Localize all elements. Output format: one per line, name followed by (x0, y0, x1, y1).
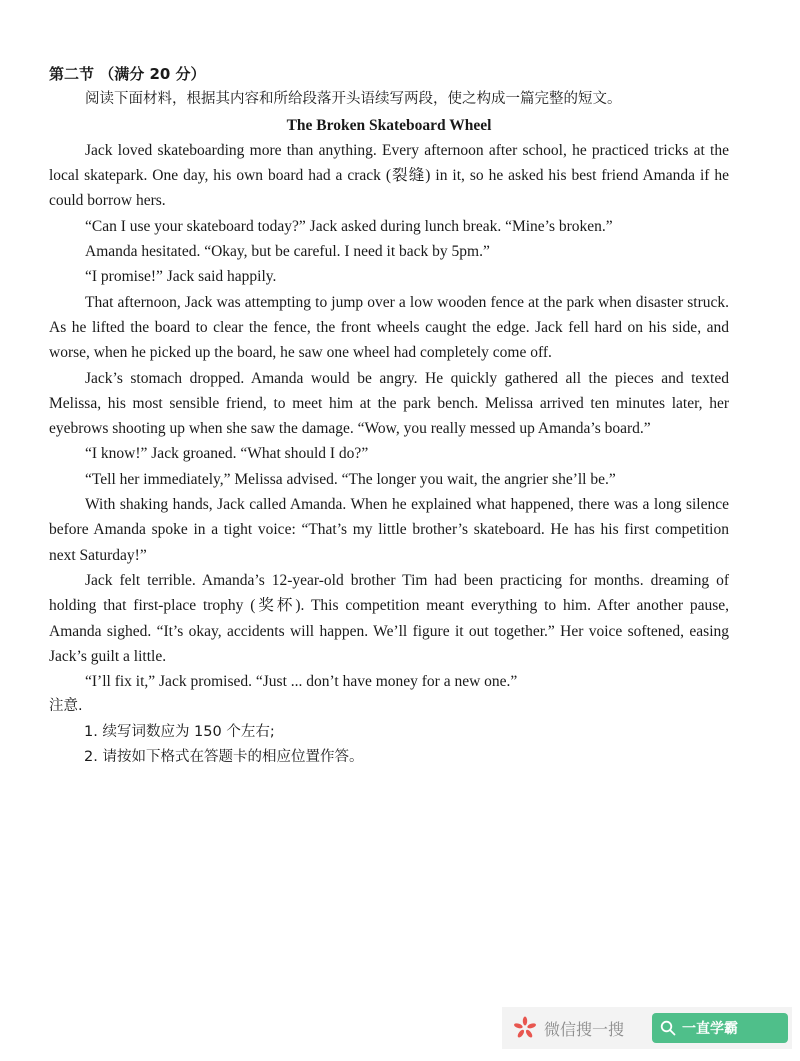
story-paragraph: Jack loved skateboarding more than anything. Every afternoon after school, he practiced tricks at the local skatepark. One day, his own board had a crack (裂缝) in it, so he asked his best friend Amanda if he could borrow hers. (49, 141, 729, 210)
story-title: The Broken Skateboard Wheel (286, 116, 492, 134)
story-paragraph: “I know!” Jack groaned. “What should I do?” (85, 445, 369, 463)
notes-label: 注意. (49, 698, 83, 715)
story-paragraph: “Tell her immediately,” Melissa advised. “The longer you wait, the angrier she’ll be.” (85, 470, 616, 488)
instruction-text: 阅读下面材料，根据其内容和所给段落开头语续写两段，使之构成一篇完整的短文。 (85, 91, 622, 108)
search-keyword: 一直学霸 (682, 1021, 738, 1037)
document-body (49, 62, 729, 770)
search-icon (660, 1020, 676, 1036)
wechat-search-watermark (502, 1007, 792, 1049)
story-paragraph: “Can I use your skateboard today?” Jack asked during lunch break. “Mine’s broken.” (85, 217, 613, 235)
wechat-search-label: 微信搜一搜 (544, 1019, 625, 1039)
story-paragraph: Amanda hesitated. “Okay, but be careful. I need it back by 5pm.” (85, 243, 490, 261)
story-paragraph: Jack’s stomach dropped. Amanda would be angry. He quickly gathered all the pieces and texted Melissa, his most sensible friend, to meet him at the park bench. Melissa arrived ten minutes later, her eyebrows shooting up when she saw the damage. “Wow, you really messed up Amanda’s board.” (49, 369, 729, 438)
section-heading: 第二节 （满分 20 分） (49, 65, 206, 83)
notes-item: 2. 请按如下格式在答题卡的相应位置作答。 (84, 749, 364, 766)
search-button[interactable] (652, 1013, 788, 1043)
notes-item: 1. 续写词数应为 150 个左右; (84, 723, 275, 740)
story-paragraph: “I’ll fix it,” Jack promised. “Just ... don’t have money for a new one.” (85, 673, 518, 691)
story-paragraph: With shaking hands, Jack called Amanda. When he explained what happened, there was a long silence before Amanda spoke in a tight voice: “That’s my little brother’s skateboard. He has his first competition next Saturday!” (49, 496, 729, 564)
story-paragraph: That afternoon, Jack was attempting to jump over a low wooden fence at the park when disaster struck. As he lifted the board to clear the fence, the front wheels caught the edge. Jack fell hard on his side, and worse, when he picked up the board, he saw one wheel had completely come off. (49, 293, 729, 362)
story-paragraph: “I promise!” Jack said happily. (85, 268, 277, 286)
wechat-search-icon (512, 1015, 538, 1041)
story-paragraph: Jack felt terrible. Amanda’s 12-year-old brother Tim had been practicing for months. dreaming of holding that first-place trophy (奖杯). This competition meant everything to him. After another pause, Amanda sighed. “It’s okay, accidents will happen. We’ll figure it out together.” Her voice softened, easing Jack’s guilt a little. (49, 571, 729, 665)
